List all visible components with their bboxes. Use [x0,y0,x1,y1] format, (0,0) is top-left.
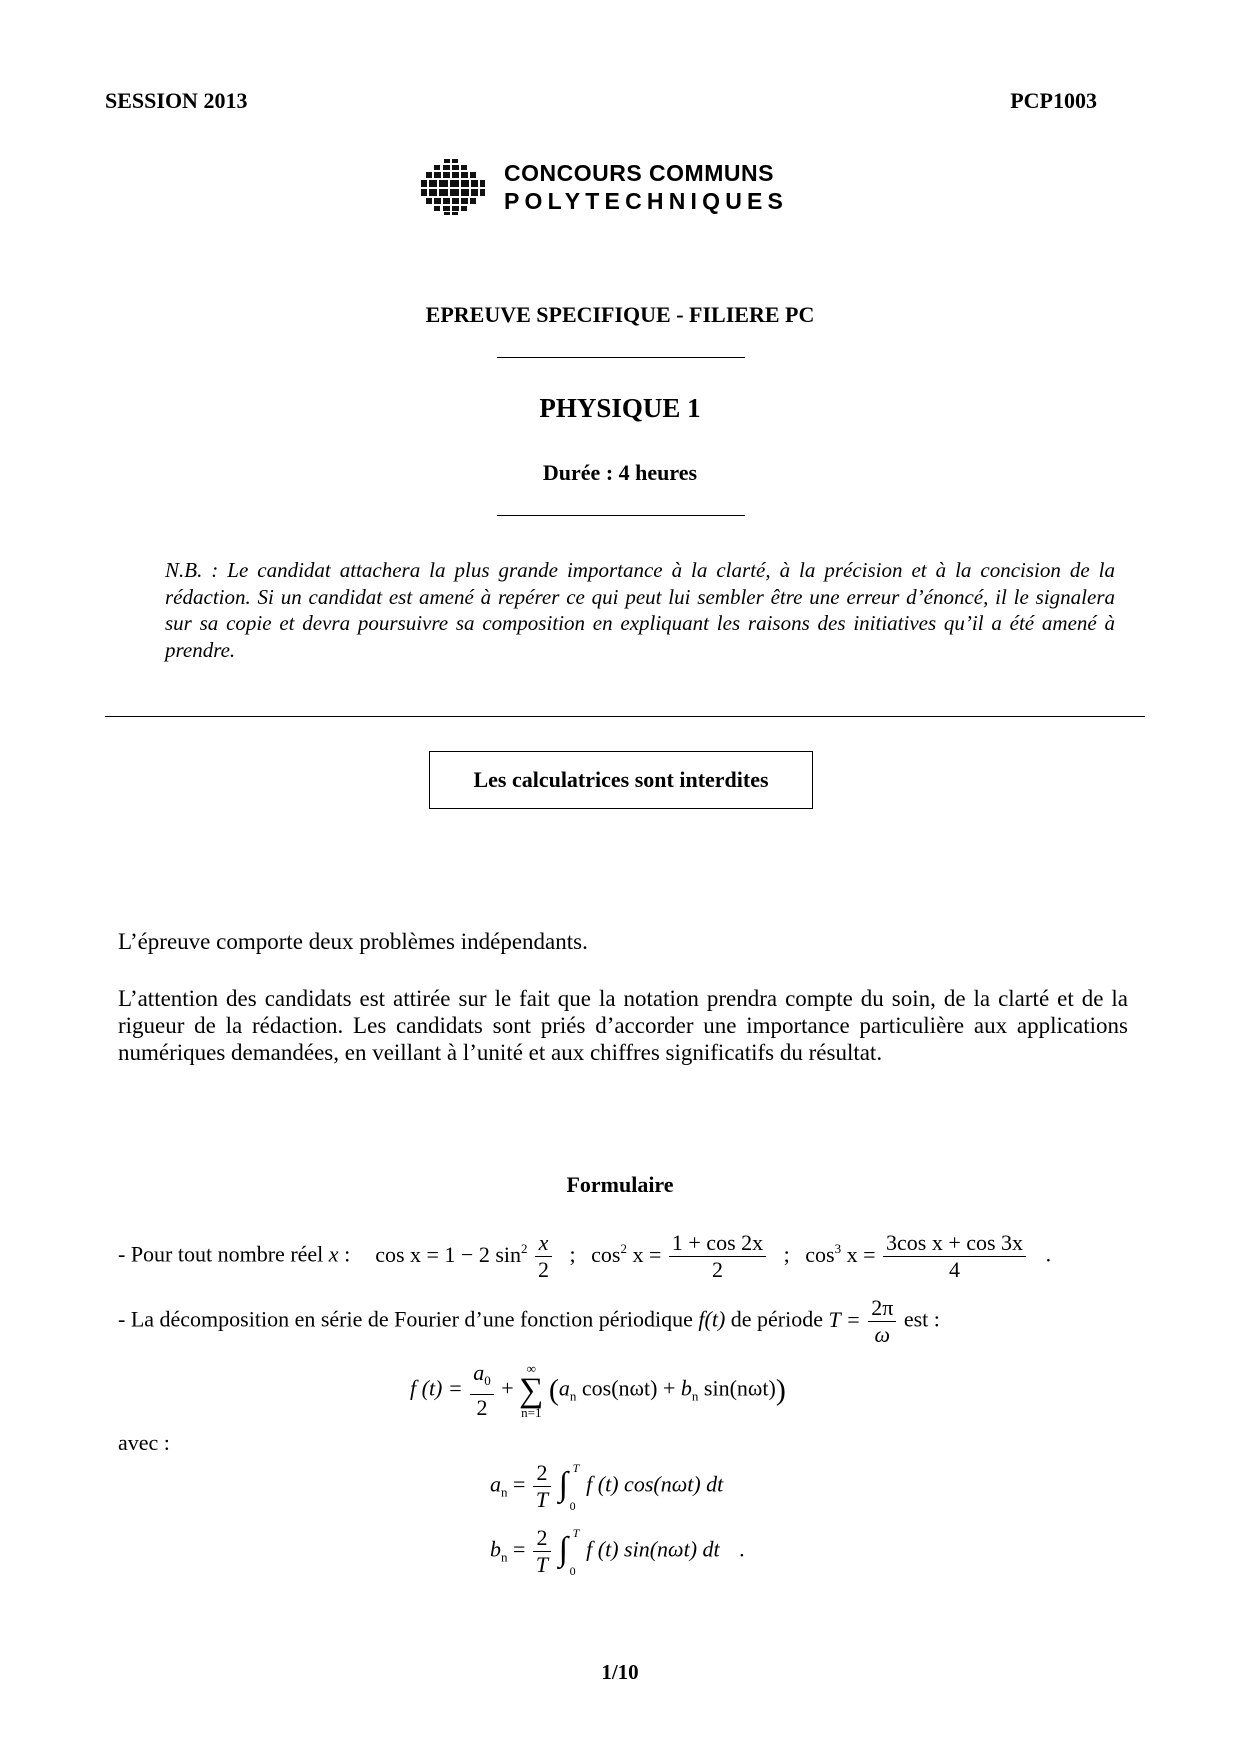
integral-icon: ∫ [558,1530,568,1568]
subscript: n [691,1388,699,1404]
sum-lower: n=1 [521,1404,542,1420]
fraction [470,1360,494,1421]
numerator: 3cos x + cos 3x [883,1230,1026,1257]
trig-colon: : [338,1241,351,1267]
subscript: n [501,1484,508,1500]
formulaire-title: Formulaire [566,1172,674,1197]
denominator: 4 [949,1257,961,1282]
integral [559,1526,581,1578]
integral-upper: T [572,1525,580,1540]
separator: ; [569,1241,576,1267]
avec-label: avec : [118,1430,170,1455]
an-integrand: f (t) cos(nωt) dt [586,1471,724,1497]
integral-lower: 0 [569,1563,576,1578]
exponent: 2 [620,1240,627,1256]
numerator: 2 [533,1460,551,1487]
formula-3-mid: x = [841,1241,876,1267]
exponent: 2 [521,1240,528,1256]
formula-2-lhs: cos [591,1241,621,1267]
period-formula [828,1295,904,1347]
fourier-intro-period: de période [725,1306,829,1332]
sum-upper: ∞ [526,1360,536,1376]
integral-upper: T [572,1460,580,1475]
exponent: 3 [834,1240,842,1256]
divider [497,515,745,516]
numerator: 2 [533,1525,551,1552]
fraction [535,1230,552,1283]
intro-paragraph-2: L’attention des candidats est attirée sur le fait que la notation prendra compte du soin, de la clarté et de la rigueur de la rédaction. Les candidats sont priés d’accorder une importance particulière aux applications numériques demandées, en veillant à l’unité et aux chiffres significatifs du résultat. [118,986,1128,1065]
integral-lower: 0 [569,1498,576,1513]
equals: = [513,1471,526,1497]
trig-formulas [118,1230,1051,1283]
intro-paragraph-1: L’épreuve comporte deux problèmes indépendants. [118,929,588,954]
section-divider [105,716,1145,717]
page-number: 1/10 [601,1660,639,1684]
denominator: 2 [712,1257,723,1282]
denominator: 2 [538,1257,550,1282]
sum-icon: ∑ [519,1371,544,1409]
divider [497,357,745,358]
logo-globe-icon [418,158,488,216]
logo-line1: CONCOURS COMMUNS [504,160,774,186]
exam-code: PCP1003 [1010,88,1097,113]
formula-3 [805,1230,1033,1282]
numerator: x [535,1230,552,1257]
formula-3-lhs: cos [805,1241,835,1267]
formula-2 [591,1230,773,1282]
subject-title: PHYSIQUE 1 [539,393,701,423]
denominator: T [535,1552,549,1577]
fourier-est: est : [903,1306,940,1332]
fraction [868,1295,896,1348]
duration: Durée : 4 heures [542,460,698,485]
plus-sign: + [501,1375,514,1401]
series-bn: b [680,1375,692,1401]
formula-2-mid: x = [626,1241,662,1267]
numerator: 2π [868,1295,896,1322]
series-lhs: f (t) = [410,1375,463,1401]
subscript: 0 [484,1373,491,1388]
fraction [669,1230,766,1283]
fraction [533,1525,551,1578]
fourier-intro [118,1295,940,1348]
numerator [470,1360,494,1395]
trig-variable: x [328,1241,339,1267]
denominator: T [535,1487,549,1512]
coefficient-bn [490,1525,745,1578]
nb-note: N.B. : Le candidat attachera la plus grande importance à la clarté, à la précision et à la concision de la rédaction. Si un candidat est amené à repérer ce qui peut lui sembler être une erreur d’énoncé, il le signalera sur sa copie et devra poursuivre sa composition en expliquant les raisons des initiatives qu’il a été amené à prendre. [165,558,1115,662]
end-dot: . [739,1536,745,1562]
an-symbol: a [490,1471,501,1497]
series-a0: a [473,1360,485,1385]
subscript: n [569,1388,577,1404]
integral [559,1461,581,1513]
subscript: n [501,1549,508,1565]
trig-intro: - Pour tout nombre réel [118,1241,329,1267]
session-label: SESSION 2013 [105,88,248,113]
integral-icon: ∫ [558,1465,568,1503]
fourier-intro-text: - La décomposition en série de Fourier d’une fonction périodique [118,1306,699,1332]
equals: = [513,1536,526,1562]
separator: ; [783,1241,790,1267]
formula-1 [375,1230,559,1282]
period-lhs: T = [828,1306,861,1332]
series-an: a [558,1375,570,1401]
bn-integrand: f (t) sin(nωt) dt [586,1536,720,1562]
end-dot: . [1045,1241,1052,1267]
fraction [533,1460,551,1513]
denominator: 2 [476,1395,488,1420]
denominator: ω [874,1322,891,1347]
summation [519,1362,543,1420]
series-cos: cos(nωt) + [576,1375,681,1401]
series-sin: sin(nωt) [698,1375,776,1401]
numerator: 1 + cos 2x [669,1230,766,1257]
logo-line2: POLYTECHNIQUES [504,188,789,214]
calculator-notice: Les calculatrices sont interdites [429,751,813,809]
fourier-series: f (t) = $\frac{a_0}{2}$ + ∞ ∑ n=1 ($a_n$ $\cos(n\omega t) + b_n$ sin(nωt)) [410,1360,786,1420]
fraction [883,1230,1026,1283]
logo [418,158,818,216]
fourier-function: f(t) [698,1306,726,1332]
coefficient-an [490,1460,723,1513]
exam-title: EPREUVE SPECIFIQUE - FILIERE PC [425,302,815,327]
formula-1-lhs: cos x = 1 − 2 sin [375,1241,522,1267]
bn-symbol: b [490,1536,501,1562]
